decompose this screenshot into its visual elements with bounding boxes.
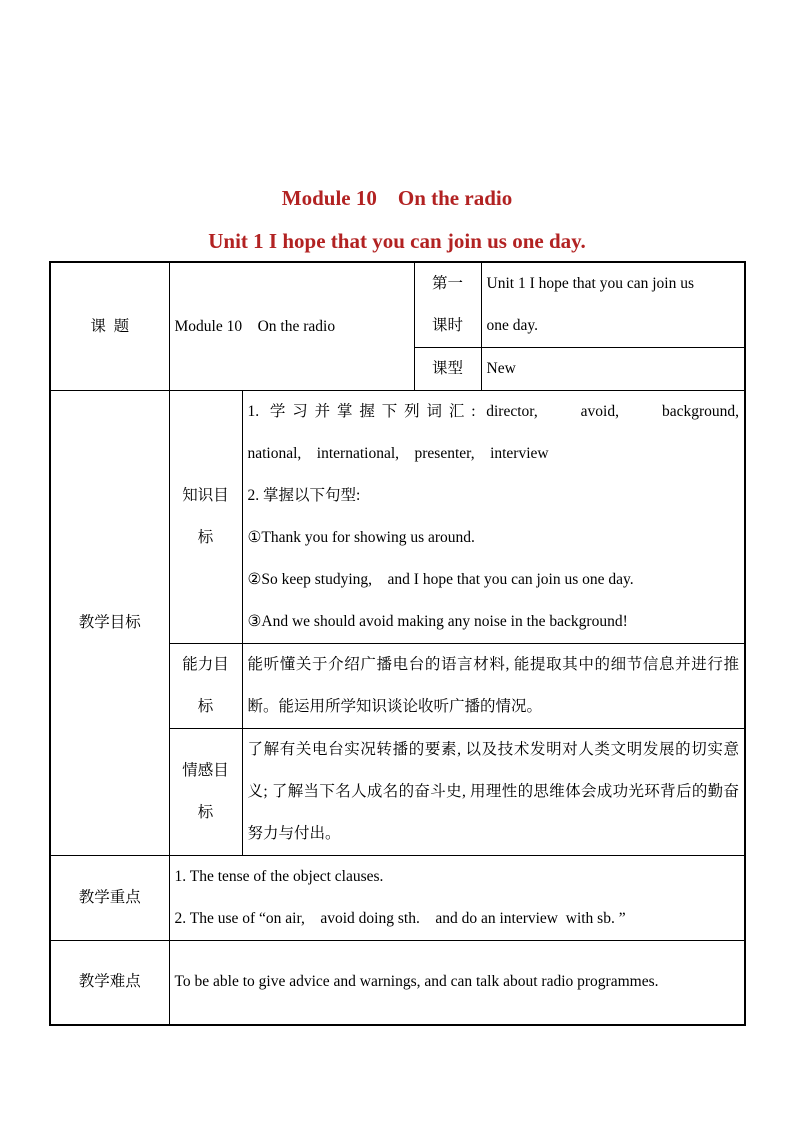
ability-label-line-1: 能力目 (182, 656, 229, 673)
ability-label (169, 644, 242, 729)
knowledge-line: ①Thank you for showing us around. (247, 529, 475, 546)
knowledge-line: 1. 学习并掌握下列词汇: director, avoid, background, (247, 403, 740, 420)
ability-content: 能听懂关于介绍广播电台的语言材料, 能提取其中的细节信息并进行推断。能运用所学知识谈论收听广播的情况。 (242, 644, 745, 729)
key-point-line: 2. The use of “on air, avoid doing sth. and do an interview with sb. ” (174, 910, 626, 927)
lesson-label (414, 262, 481, 348)
page-subtitle: Unit 1 I hope that you can join us one day. (208, 229, 586, 253)
knowledge-content (242, 391, 745, 644)
emotion-label-line-1: 情感目 (182, 762, 229, 779)
difficulty-content: To be able to give advice and warnings, and can talk about radio programmes. (169, 941, 745, 1025)
knowledge-line: ②So keep studying, and I hope that you can join us one day. (247, 571, 634, 588)
knowledge-label (169, 391, 242, 644)
topic-label: 课 题 (50, 262, 169, 391)
lesson-value (481, 262, 745, 348)
type-label: 课型 (414, 348, 481, 391)
emotion-content: 了解有关电台实况转播的要素, 以及技术发明对人类文明发展的切实意义; 了解当下名人成名的奋斗史, 用理性的思维体会成功光环背后的勤奋努力与付出。 (242, 729, 745, 856)
knowledge-label-line-2: 标 (197, 529, 214, 546)
ability-label-line-2: 标 (197, 698, 214, 715)
knowledge-line: ③And we should avoid making any noise in the background! (247, 613, 628, 630)
emotion-label-line-2: 标 (197, 804, 214, 821)
key-points-content (169, 856, 745, 941)
goals-label: 教学目标 (50, 391, 169, 856)
key-point-line: 1. The tense of the object clauses. (174, 868, 384, 885)
knowledge-label-line-1: 知识目 (182, 487, 229, 504)
difficulty-label: 教学难点 (50, 941, 169, 1025)
lesson-value-line-2: one day. (486, 317, 539, 334)
key-points-label: 教学重点 (50, 856, 169, 941)
lesson-plan-table (49, 261, 746, 1026)
emotion-label (169, 729, 242, 856)
topic-value: Module 10 On the radio (169, 262, 414, 391)
lesson-label-line-1: 第一 (432, 275, 464, 292)
page-title: Module 10 On the radio (281, 186, 513, 210)
knowledge-line: national, international, presenter, interview (247, 445, 549, 462)
type-value: New (481, 348, 745, 391)
lesson-value-line-1: Unit 1 I hope that you can join us (486, 275, 695, 292)
knowledge-line: 2. 掌握以下句型: (247, 487, 361, 504)
lesson-label-line-2: 课时 (432, 317, 464, 334)
